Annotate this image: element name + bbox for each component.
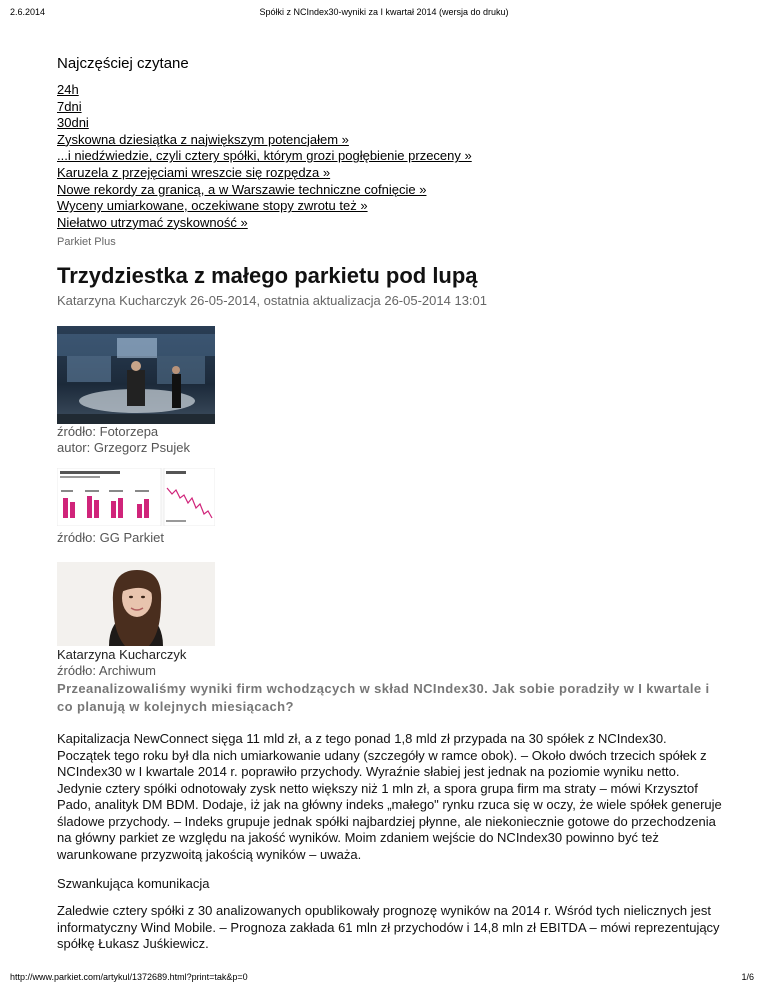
- most-read-link[interactable]: Nowe rekordy za granicą, a w Warszawie techniczne cofnięcie »: [57, 181, 427, 197]
- article-infographic-thumbnail: [57, 468, 215, 526]
- most-read-links: [57, 82, 472, 231]
- most-read-link[interactable]: Karuzela z przejęciami wreszcie się rozpędza »: [57, 164, 331, 180]
- photo-source: źródło: Fotorzepa: [57, 424, 159, 439]
- article-lead: Przeanalizowaliśmy wyniki firm wchodzących w skład NCIndex30. Jak sobie poradziły w I kwartale i co planują w kolejnych miesiącach?: [57, 681, 710, 714]
- print-header: [0, 7, 768, 21]
- photo-caption-1: [57, 424, 190, 456]
- article-paragraph: Zaledwie cztery spółki z 30 analizowanych opublikowały prognozę wyników na 2014 r. Wśród tych nielicznych jest informatyczny Wind Mobile. – Prognoza zakłada 61 mln zł przychodów i 14,8 mln zł EBITDA – mówi reprezentujący spółkę Łukasz Juśkiewicz.: [57, 903, 720, 951]
- print-date: 2.6.2014: [10, 7, 46, 17]
- most-read-heading: Najczęściej czytane: [57, 55, 189, 72]
- author-name: Katarzyna Kucharczyk: [57, 647, 187, 662]
- photo-caption-2: [57, 530, 164, 546]
- most-read-link[interactable]: ...i niedźwiedzie, czyli cztery spółki, którym grozi pogłębienie przeceny »: [57, 148, 472, 164]
- article-subheading: Szwankująca komunikacja: [57, 876, 210, 891]
- page-number: 1/6: [741, 972, 754, 982]
- most-read-link[interactable]: Zyskowna dziesiątka z największym potencjałem »: [57, 131, 349, 147]
- photo-source: źródło: GG Parkiet: [57, 530, 164, 545]
- print-url: http://www.parkiet.com/artykul/1372689.html?print=tak&p=0: [10, 972, 248, 982]
- article-byline: Katarzyna Kucharczyk 26-05-2014, ostatnia aktualizacja 26-05-2014 13:01: [57, 293, 487, 308]
- article-paragraph: Kapitalizacja NewConnect sięga 11 mld zł, a z tego ponad 1,8 mld zł przypada na 30 spółek z NCIndex30. Początek tego roku był dla nich umiarkowanie udany (szczegóły w ramce obok). – Około dwóch trzecich spółek z NCIndex30 w I kwartale 2014 r. poprawiło przychody. Wyraźnie słabiej jest jednak na poziomie wyniku netto. Jedynie cztery spółki odnotowały zysk netto większy niż 1 mln zł, a spora grupa firm ma straty – mówi Krzysztof Pado, analityk DM BDM. Dodaje, iż jak na główny indeks „małego" rynku rzuca się w oczy, że wiele spółek generuje śladowe przychody. – Indeks grupuje jednak spółki najbardziej płynne, ale niekoniecznie gotowe do przechodzenia na główny parkiet ze względu na jakość wyników. Moim zdaniem wejście do NCIndex30 powinno być też warunkowane przyzwoitą jakością wyników – uważa.: [57, 731, 722, 862]
- tab-30dni[interactable]: 30dni: [57, 115, 89, 131]
- print-title: Spółki z NCIndex30-wyniki za I kwartał 2014 (wersja do druku): [259, 7, 509, 17]
- article-title: Trzydziestka z małego parkietu pod lupą: [57, 263, 478, 288]
- most-read-link[interactable]: Wyceny umiarkowane, oczekiwane stopy zwrotu też »: [57, 198, 368, 214]
- article-category: Parkiet Plus: [57, 236, 116, 248]
- photo-source: źródło: Archiwum: [57, 663, 156, 678]
- most-read-link[interactable]: Niełatwo utrzymać zyskowność »: [57, 214, 248, 230]
- photo-author: autor: Grzegorz Psujek: [57, 440, 190, 455]
- author-portrait: [57, 562, 215, 646]
- tab-24h[interactable]: 24h: [57, 82, 79, 97]
- article-photo-studio: [57, 326, 215, 424]
- tab-7dni[interactable]: 7dni: [57, 98, 82, 114]
- photo-caption-3: [57, 647, 186, 679]
